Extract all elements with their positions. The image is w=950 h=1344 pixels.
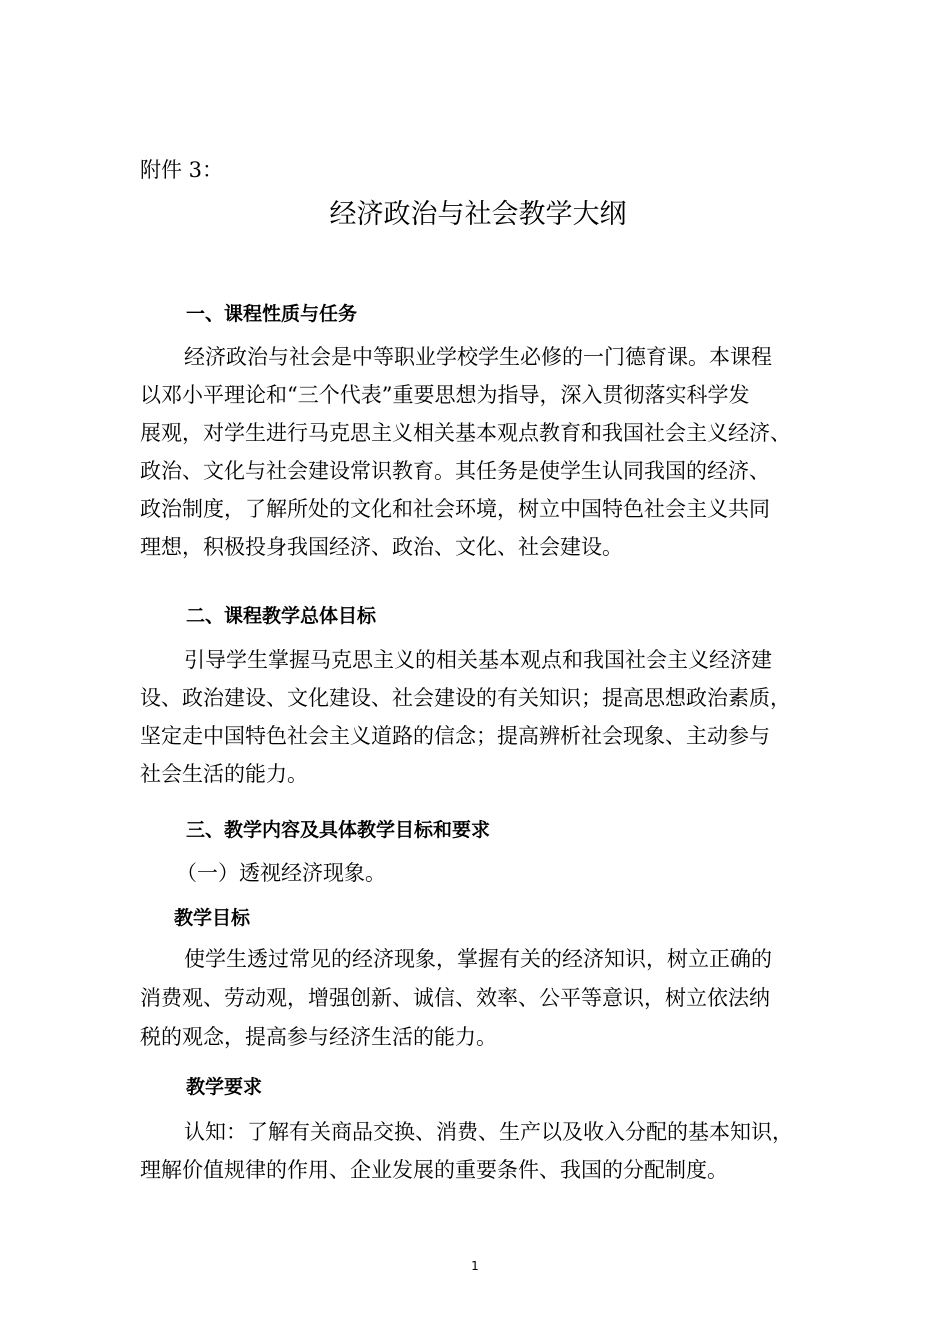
paragraph-teaching-goals xyxy=(140,940,772,1057)
section-heading-nature-and-tasks: 一、课程性质与任务 xyxy=(186,303,358,325)
teaching-requirements-heading: 教学要求 xyxy=(186,1076,263,1098)
paragraph-nature-and-tasks xyxy=(140,338,791,566)
section-heading-overall-goals: 二、课程教学总体目标 xyxy=(186,605,377,627)
paragraph-line: 设、政治建设、文化建设、社会建设的有关知识；提高思想政治素质， xyxy=(140,686,791,710)
document-title: 经济政治与社会教学大纲 xyxy=(329,199,627,230)
paragraph-line: 政治、文化与社会建设常识教育。其任务是使学生认同我国的经济、 xyxy=(140,459,770,483)
subsection-heading-economic-phenomena: （一）透视经济现象。 xyxy=(176,861,386,885)
paragraph-teaching-requirements xyxy=(140,1113,793,1189)
paragraph-line: 社会生活的能力。 xyxy=(140,762,308,786)
teaching-goals-heading: 教学目标 xyxy=(174,907,251,929)
paragraph-line: 使学生透过常见的经济现象，掌握有关的经济知识，树立正确的 xyxy=(184,947,772,971)
paragraph-line: 理解价值规律的作用、企业发展的重要条件、我国的分配制度。 xyxy=(140,1158,728,1182)
paragraph-line: 经济政治与社会是中等职业学校学生必修的一门德育课。本课程 xyxy=(184,345,772,369)
paragraph-line: 认知：了解有关商品交换、消费、生产以及收入分配的基本知识， xyxy=(184,1120,793,1144)
paragraph-line: 坚定走中国特色社会主义道路的信念；提高辨析社会现象、主动参与 xyxy=(140,724,770,748)
paragraph-line: 展观，对学生进行马克思主义相关基本观点教育和我国社会主义经济、 xyxy=(140,421,791,445)
paragraph-line: 消费观、劳动观，增强创新、诚信、效率、公平等意识，树立依法纳 xyxy=(140,986,770,1010)
section-heading-content-and-requirements: 三、教学内容及具体教学目标和要求 xyxy=(186,819,491,841)
page-number: 1 xyxy=(471,1259,479,1273)
paragraph-line: 税的观念，提高参与经济生活的能力。 xyxy=(140,1025,497,1049)
paragraph-line: 以邓小平理论和“三个代表”重要思想为指导，深入贯彻落实科学发 xyxy=(140,383,750,407)
paragraph-line: 引导学生掌握马克思主义的相关基本观点和我国社会主义经济建 xyxy=(184,648,772,672)
paragraph-line: 理想，积极投身我国经济、政治、文化、社会建设。 xyxy=(140,535,623,559)
paragraph-line: 政治制度，了解所处的文化和社会环境，树立中国特色社会主义共同 xyxy=(140,497,770,521)
attachment-label: 附件 3： xyxy=(140,158,224,182)
paragraph-overall-goals xyxy=(140,641,791,793)
